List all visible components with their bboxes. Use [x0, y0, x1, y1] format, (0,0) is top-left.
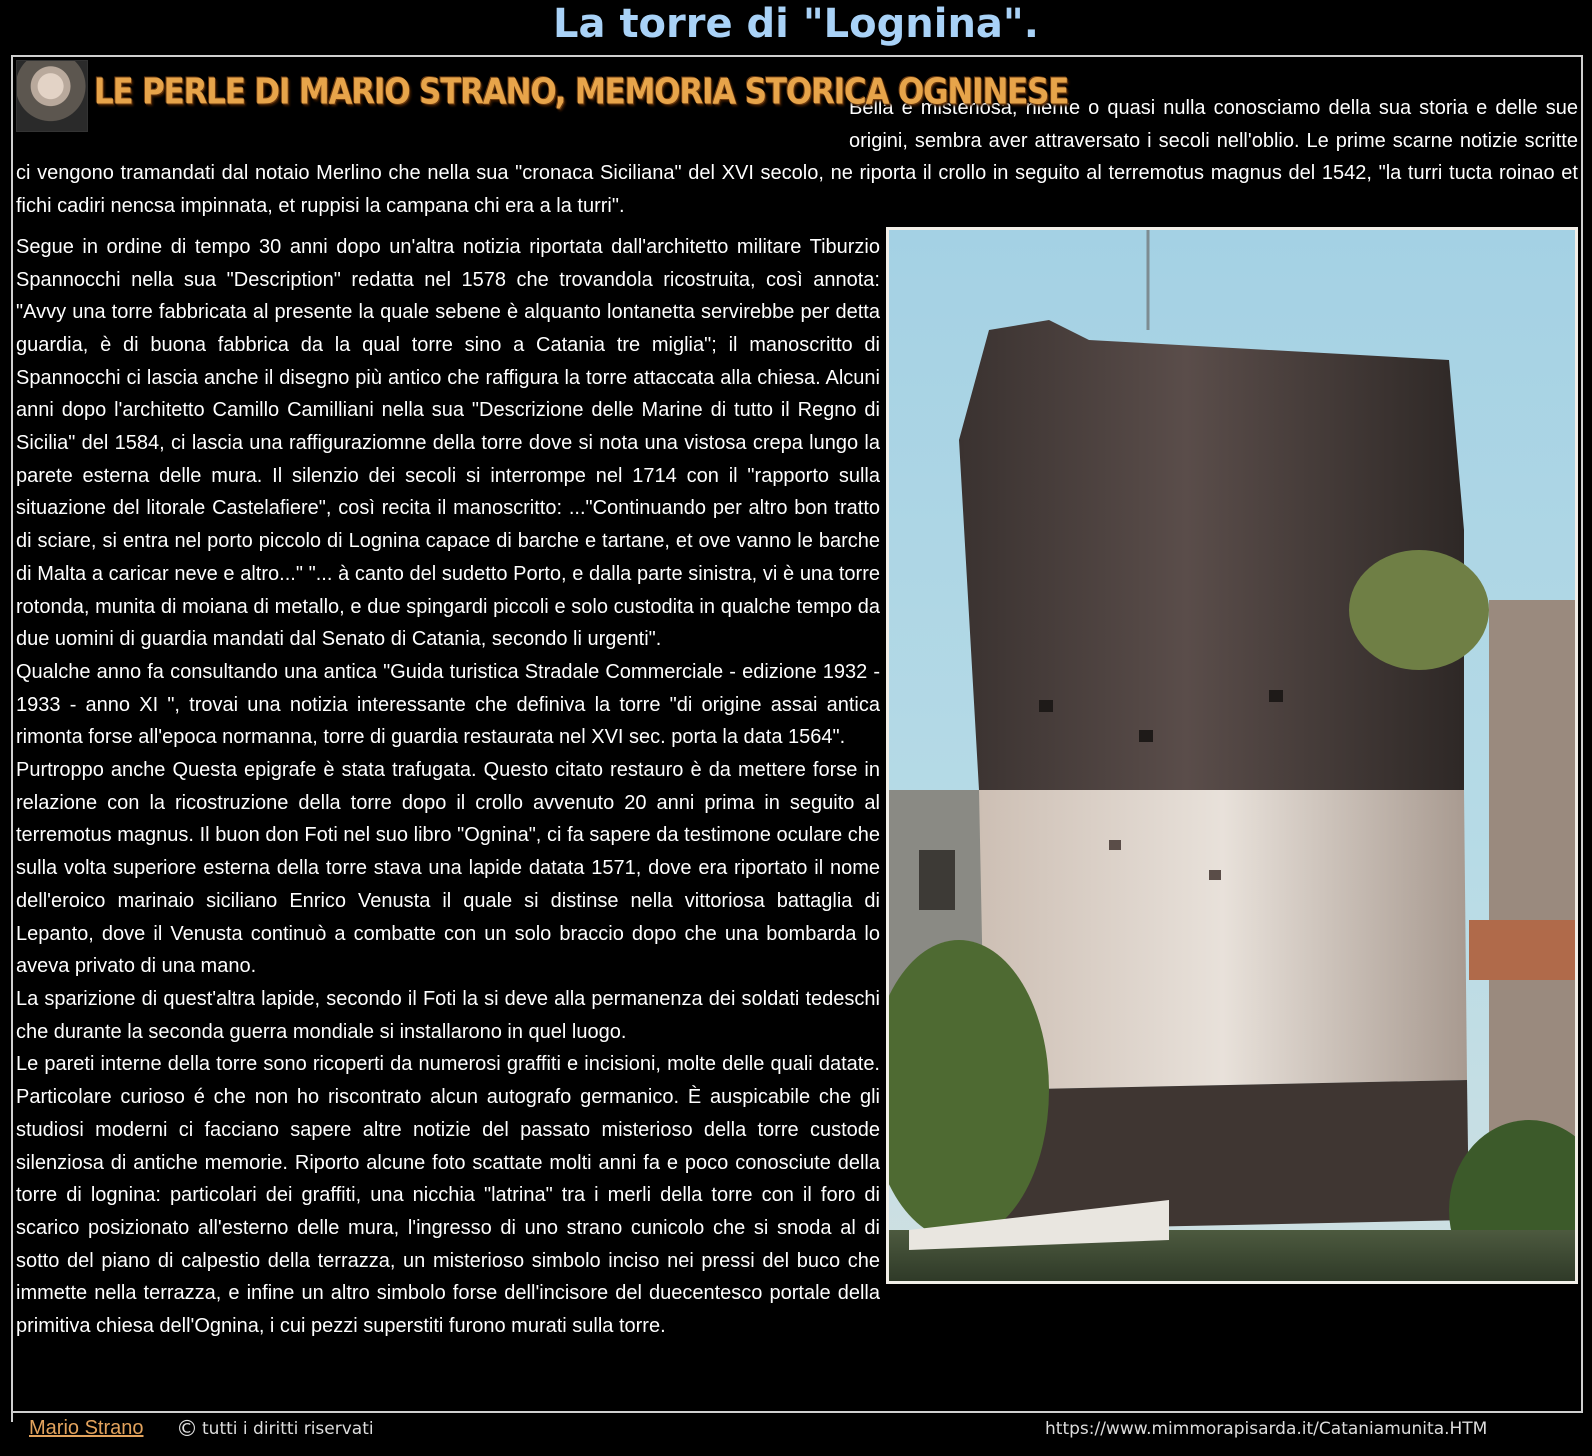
author-portrait [16, 60, 88, 132]
article-paragraph-5: La sparizione di quest'altra lapide, secondo il Foti la si deve alla permanenza dei soldati tedeschi che durante la seconda guerra mondiale si installarono in quel luogo. [16, 987, 880, 1043]
article [16, 60, 1578, 1343]
author-link[interactable]: Mario Strano [29, 1417, 144, 1439]
source-url: https://www.mimmorapisarda.it/Cataniamunita.HTM [1045, 1419, 1488, 1439]
article-paragraph-6: Le pareti interne della torre sono ricoperti da numerosi graffiti e incisioni, molte delle quali datate. Particolare curioso é che non ho riscontrato alcun autografo germanico. È auspicabile che gli studiosi moderni ci facciano sapere altre notizie del passato misterioso della torre custode silenziosa di antiche memorie. Riporto alcune foto scattate molti anni fa e poco conosciute della torre di lognina: particolari dei graffiti, una nicchia "latrina" tra i merli della torre con il foro di scarico posizionato all'esterno delle mura, l'ingresso di uno strano cunicolo che si snoda al di sotto del piano di calpestio della terrazza, un misterioso simbolo inciso nei pressi del buco che immette nella terrazza, e infine un altro simbolo forse dell'incisore del duecentesco portale della primitiva chiesa dell'Ognina, i cui pezzi superstiti furono murati sulla torre. [16, 1053, 880, 1338]
copyright-text: tutti i diritti riservati [202, 1419, 374, 1439]
article-paragraph-3: Qualche anno fa consultando una antica "Guida turistica Stradale Commerciale - edizione 1932 - 1933 - anno XI ", trovai una notizia interessante che definiva la torre "di origine assai antica rimonta forse all'epoca normanna, torre di guardia restaurata nel XVI sec. porta la data 1564". [16, 660, 880, 749]
tower-photo-image [889, 230, 1575, 1281]
copyright-icon: © [176, 1417, 198, 1442]
tower-photo [886, 227, 1578, 1284]
page-title: La torre di "Lognina". [553, 1, 1039, 47]
article-paragraph-2: Segue in ordine di tempo 30 anni dopo un'altra notizia riportata dall'architetto militare Tiburzio Spannocchi nella sua "Description" redatta nel 1578 che trovandola ricostruita, così annota: "Avvy una torre fabbricata al presente la quale sebene è alquanto lontanetta servirebbe per detta guardia, è di buona fabbrica da la qual torre sino a Catania tre miglia"; il manoscritto di Spannocchi ci lascia anche il disegno più antico che raffigura la torre attaccata alla chiesa. Alcuni anni dopo l'architetto Camillo Camilliani nella sua "Descrizione delle Marine di tutto il Regno di Sicilia" del 1584, ci lascia una raffiguraziomne della torre dove si nota una vistosa crepa lungo la parete esterna delle mura. Il silenzio dei secoli si interrompe nel 1714 con il "rapporto sulla situazione del litorale Castelafiere", così recita il manoscritto: ..."Continuando per altro bon tratto di sciare, si entra nel porto piccolo di Lognina capace di barche e tartane, et ove vanno le barche di Malta a caricar neve e altro..." "... à canto del sudetto Porto, e dalla parte sinistra, vi è una torre rotonda, munita di moiana di metallo, e due spingardi piccoli e solo custodita in qualche tempo da due uomini di guardia mandati dal Senato di Catania, secondo li urgenti". [16, 235, 880, 651]
article-paragraph-1: Bella e misteriosa, niente o quasi nulla conosciamo della sua storia e delle sue origini, sembra aver attraversato i secoli nell'oblio. Le prime scarne notizie scritte ci vengono tramandati dal notaio Merlino che nella sua "cronaca Siciliana" del XVI secolo, ne riporta il crollo in seguito al terremotus magnus del 1542, "la turri tucta roinao et fichi cadiri nencsa impinnata, et ruppisi la campana chi era a la turri". [16, 60, 1578, 223]
article-paragraph-4: Purtroppo anche Questa epigrafe è stata trafugata. Questo citato restauro è da mettere forse in relazione con la ricostruzione della torre dopo il crollo avvenuto 20 anni prima in seguito al terremotus magnus. Il buon don Foti nel suo libro "Ognina", ci fa sapere da testimone oculare che sulla volta superiore esterna della torre stava una lapide datata 1571, dove era riportato il nome dell'eroico marinaio siciliano Enrico Venusta il quale si distinse nella vittoriosa battaglia di Lepanto, dove il Venusta continuò a combatte con un solo braccio dopo che una bombarda lo aveva privato di una mano. [16, 759, 880, 978]
frame-divider [11, 1410, 13, 1422]
author-banner [16, 60, 1069, 132]
copyright-notice [176, 1417, 374, 1442]
banner-title: LE PERLE DI MARIO STRANO, MEMORIA STORICA OGNINESE [94, 71, 1069, 113]
